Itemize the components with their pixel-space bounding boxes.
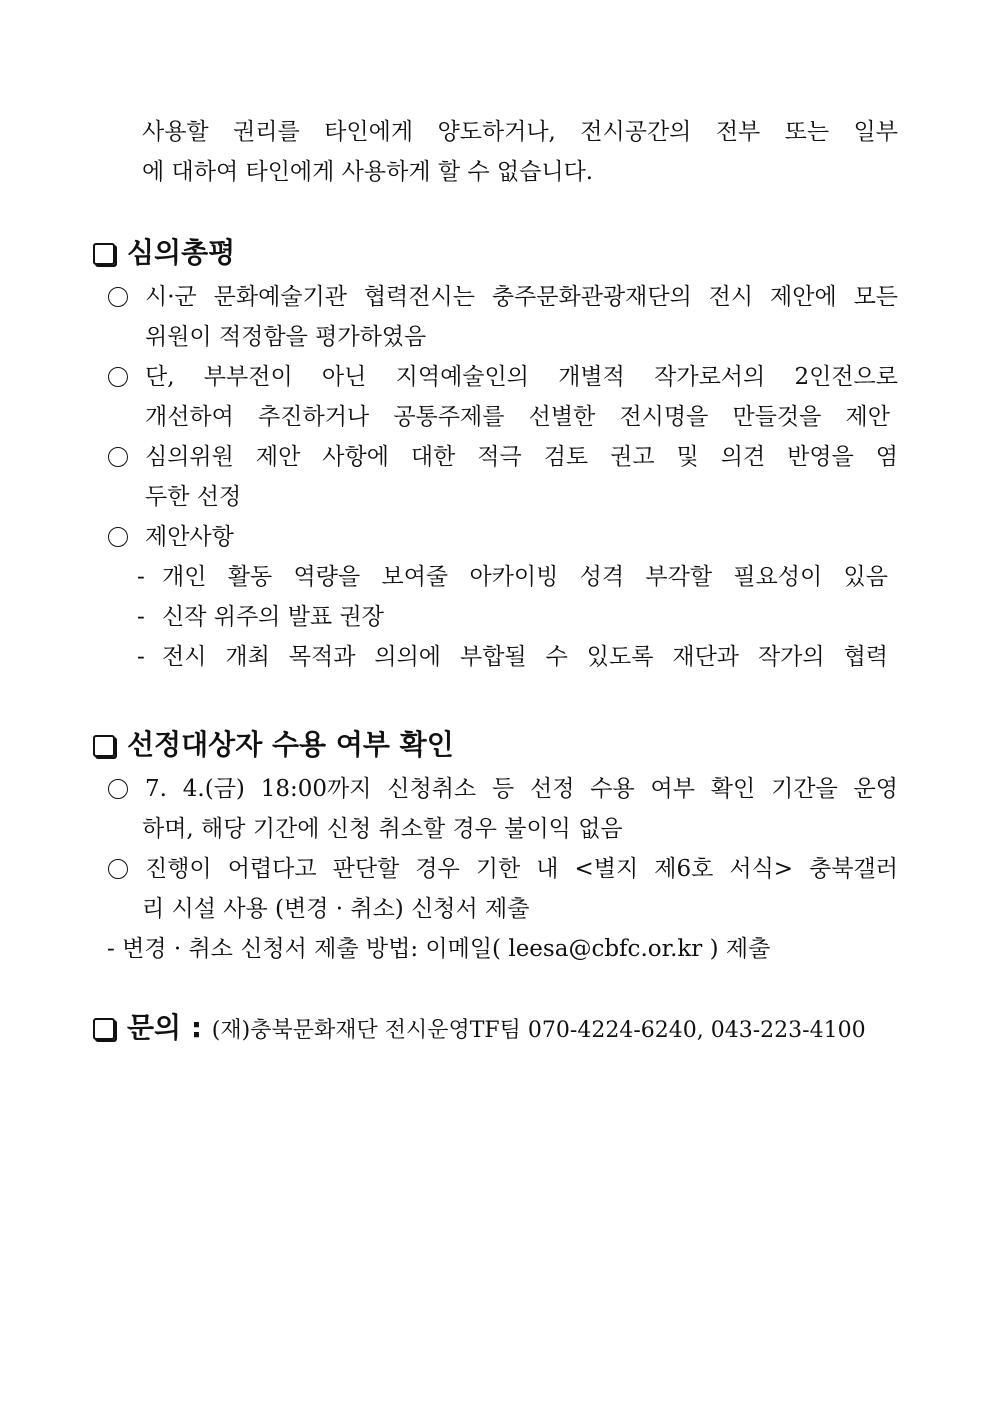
dash-bullet: - <box>137 564 145 590</box>
acceptance-item-1-line-2: 하며, 해당 기간에 신청 취소할 경우 불이익 없음 <box>142 816 623 842</box>
review-sub-item-3: 전시 개최 목적과 의의에 부합될 수 있도록 재단과 작가의 협력 <box>162 644 888 670</box>
intro-line-2: 에 대하여 타인에게 사용하게 할 수 없습니다. <box>142 159 594 185</box>
circle-bullet-icon <box>108 287 128 307</box>
circle-bullet-icon <box>108 527 128 547</box>
acceptance-item-2-line-1: 진행이 어렵다고 판단할 경우 기한 내 <별지 제6호 서식> 충북갤러 <box>145 856 898 882</box>
review-heading-text: 심의총평 <box>127 236 236 269</box>
review-item-3-line-2: 두한 선정 <box>145 484 242 510</box>
review-item-2-line-2: 개선하여 추진하거나 공통주제를 선별한 전시명을 만들것을 제안 <box>145 404 890 430</box>
contact-text: (재)충북문화재단 전시운영TF팀 070-4224-6240, 043-223-4100 <box>211 1018 866 1043</box>
review-item-4-line-1: 제안사항 <box>145 524 234 550</box>
review-sub-item-1: 개인 활동 역량을 보여줄 아카이빙 성격 부각할 필요성이 있음 <box>162 564 888 590</box>
review-item-3-line-1: 심의위원 제안 사항에 대한 적극 검토 권고 및 의견 반영을 염 <box>145 444 898 470</box>
checkbox-square-icon <box>93 735 115 757</box>
section-heading-review <box>93 233 235 273</box>
acceptance-item-1-line-1: 7. 4.(금) 18:00까지 신청취소 등 선정 수용 여부 확인 기간을 운영 <box>145 776 898 802</box>
review-item-1-line-2: 위원이 적정함을 평가하였음 <box>145 324 427 350</box>
review-item-1-line-1: 시·군 문화예술기관 협력전시는 충주문화관광재단의 전시 제안에 모든 <box>145 284 898 310</box>
circle-bullet-icon <box>108 859 128 879</box>
contact-row <box>93 1008 866 1048</box>
acceptance-email-note: - 변경 · 취소 신청서 제출 방법: 이메일( leesa@cbfc.or.kr ) 제출 <box>107 936 771 962</box>
acceptance-item-2-line-2: 리 시설 사용 (변경 · 취소) 신청서 제출 <box>142 896 530 922</box>
review-item-2-line-1: 단, 부부전이 아닌 지역예술인의 개별적 작가로서의 2인전으로 <box>145 364 898 390</box>
circle-bullet-icon <box>108 447 128 467</box>
checkbox-square-icon <box>93 243 115 265</box>
circle-bullet-icon <box>108 779 128 799</box>
intro-line-1: 사용할 권리를 타인에게 양도하거나, 전시공간의 전부 또는 일부 <box>142 119 898 145</box>
checkbox-square-icon <box>93 1018 115 1040</box>
acceptance-heading-text: 선정대상자 수용 여부 확인 <box>127 728 454 761</box>
contact-label: 문의 : <box>127 1011 203 1044</box>
review-sub-item-2: 신작 위주의 발표 권장 <box>162 604 384 630</box>
dash-bullet: - <box>137 604 145 630</box>
circle-bullet-icon <box>108 367 128 387</box>
section-heading-acceptance <box>93 725 454 765</box>
dash-bullet: - <box>137 644 145 670</box>
